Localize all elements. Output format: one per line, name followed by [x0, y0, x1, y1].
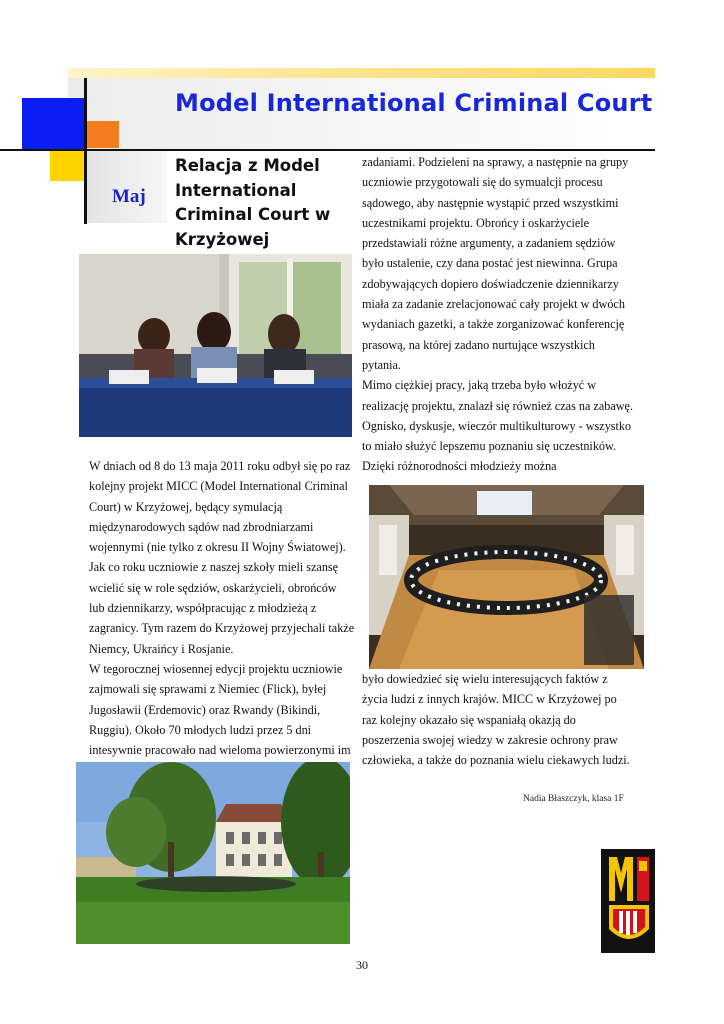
page-title: Model International Criminal Court	[175, 89, 653, 117]
judges-panel-photo	[79, 254, 352, 437]
article-paragraph: zadaniami. Podzieleni na sprawy, a następnie na grupy uczniowie przygotowali się do symualcji procesu sądowego, aby następnie wystąpić przed wszystkimi uczestnikami projektu. Obrońcy i oskarżyciele przedstawiali różne argumenty, a zadaniem sędziów było ustalenie, czy dana postać jest niewinna. Grupa zdobywających dopiero doświadczenie dziennikarzy miała za zadanie zrelacjonować cały projekt w dwóch wydaniach gazetki, a także zorganizować konferencję prasową, na której zadano nurtujące wszystkich pytania.	[362, 155, 629, 372]
article-paragraph: W tegorocznej wiosennej edycji projektu uczniowie zajmowali się sprawami z Niemiec (Flick), byłej Jugosławii (Erdemovic) oraz Rwandy (Bikindi, Ruggiu). Około 70 młodych ludzi przez 5 dni intesywnie pracowało nad wieloma powierzonymi im	[89, 661, 351, 758]
article-paragraph: było dowiedzieć się wielu interesujących faktów z życia ludzi z innych krajów. MICC w Krzyżowej po raz kolejny okazało się wspaniałą okazją do poszerzenia swojej wiedzy w zakresie ochrony praw człowieka, a także do poznania wielu ciekawych ludzi.	[362, 672, 630, 768]
decorative-yellow-square	[50, 151, 84, 181]
article-author: Nadia Błaszczyk, klasa 1F	[523, 794, 624, 804]
header-top-band	[68, 68, 655, 78]
page-number: 30	[356, 958, 368, 972]
article-paragraph: W dniach od 8 do 13 maja 2011 roku odbył się po raz kolejny projekt MICC (Model International Criminal Court) w Krzyżowej, będący symulacją międzynarodowych sądów nad zbrodniarzami wojennymi (nie tylko z okresu II Wojny Światowej). Jak co roku uczniowie z naszej szkoły mieli szansę wcielić się w role sędziów, oskarżycieli, obrońców lub dziennikarzy, współpracując z młodzieżą z zagranicy. Tym razem do Krzyżowej przyjechali także Niemcy, Ukraińcy i Rosjanie.	[89, 459, 355, 656]
school-logo	[601, 849, 655, 953]
article-paragraph: Mimo ciężkiej pracy, jaką trzeba było włożyć w realizację projektu, znalazł się również czas na zabawę. Ognisko, dyskusje, wieczór multikulturowy - wszystko to miało służyć lepszemu poznaniu się uczestników. Dzięki różnorodności młodzieży można	[362, 378, 634, 474]
article-right-column-bottom	[362, 669, 634, 770]
article-right-column-top	[362, 152, 634, 477]
hall-circle-photo	[369, 485, 644, 669]
month-label: Maj	[112, 186, 146, 207]
palace-lawn-photo	[76, 762, 350, 944]
header-horizontal-rule	[0, 149, 655, 151]
decorative-blue-square	[22, 98, 84, 149]
header-vertical-rule	[84, 78, 87, 224]
article-left-column	[89, 456, 355, 760]
decorative-orange-square	[87, 121, 119, 148]
article-subtitle: Relacja z Model International Criminal Court w Krzyżowej	[175, 156, 331, 249]
